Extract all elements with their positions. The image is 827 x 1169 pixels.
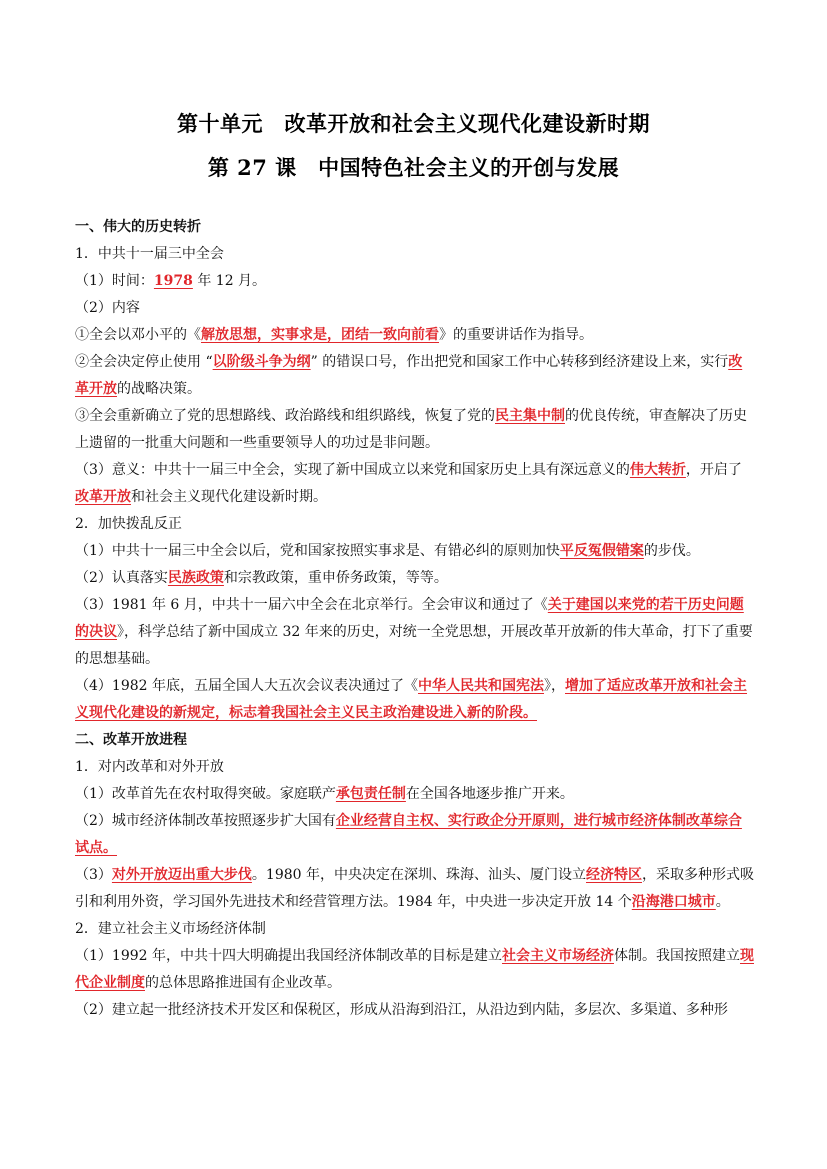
key-term: 改革开放 bbox=[75, 354, 743, 397]
paragraph: （1）中共十一届三中全会以后，党和国家按照实事求是、有错必纠的原则加快平反冤假错案的步伐。 bbox=[75, 543, 700, 559]
key-term: 民主集中制 bbox=[495, 408, 565, 424]
paragraph: （4）1982 年底，五届全国人大五次会议表决通过了《中华人民共和国宪法》，增加了适应改革开放和社会主义现代化建设的新规定，标志着我国社会主义民主政治建设进入新的阶段。 bbox=[75, 678, 747, 721]
key-term: 1978 bbox=[153, 273, 193, 289]
key-term: 平反冤假错案 bbox=[559, 543, 644, 559]
paragraph: （2）内容 bbox=[75, 300, 140, 316]
document-body bbox=[75, 214, 755, 1024]
key-term: 现代企业制度 bbox=[75, 948, 754, 991]
key-term: 以阶级斗争为纲 bbox=[212, 354, 311, 370]
paragraph: （1）改革首先在农村取得突破。家庭联产承包责任制在全国各地逐步推广开来。 bbox=[75, 786, 574, 802]
section-heading-1: 一、伟大的历史转折 bbox=[75, 219, 201, 235]
unit-title: 第十单元 改革开放和社会主义现代化建设新时期 bbox=[177, 111, 650, 136]
paragraph: （2）建立起一批经济技术开发区和保税区，形成从沿海到沿江，从沿边到内陆，多层次、多渠道、多种形 bbox=[75, 1002, 728, 1018]
paragraph: （3）1981 年 6 月，中共十一届六中全会在北京举行。全会审议和通过了《关于建国以来党的若干历史问题的决议》，科学总结了新中国成立 32 年来的历史，对统一全党思想，开展改革开放新的伟大革命，打下了重要的思想基础。 bbox=[75, 597, 753, 667]
paragraph: （3）对外开放迈出重大步伐。1980 年，中央决定在深圳、珠海、汕头、厦门设立经济特区，采取多种形式吸引和利用外资，学习国外先进技术和经营管理方法。1984 年，中央进一步决定开放 14 个沿海港口城市。 bbox=[75, 867, 754, 910]
subsection-heading: 2．建立社会主义市场经济体制 bbox=[75, 921, 266, 937]
key-term: 改革开放 bbox=[75, 489, 131, 505]
lesson-title: 第 27 课 中国特色社会主义的开创与发展 bbox=[207, 155, 620, 180]
key-term: 社会主义市场经济 bbox=[502, 948, 614, 964]
paragraph: （3）意义：中共十一届三中全会，实现了新中国成立以来党和国家历史上具有深远意义的伟大转折，开启了改革开放和社会主义现代化建设新时期。 bbox=[75, 462, 742, 505]
key-term: 经济特区 bbox=[586, 867, 642, 883]
key-term: 中华人民共和国宪法 bbox=[418, 678, 544, 694]
paragraph: ②全会决定停止使用 “以阶级斗争为纲” 的错误口号，作出把党和国家工作中心转移到经济建设上来，实行改革开放的战略决策。 bbox=[75, 354, 743, 397]
subsection-heading: 1．中共十一届三中全会 bbox=[75, 246, 224, 262]
paragraph: （2）认真落实民族政策和宗教政策，重申侨务政策，等等。 bbox=[75, 570, 448, 586]
subsection-heading: 2．加快拨乱反正 bbox=[75, 516, 182, 532]
paragraph: （1）1992 年，中共十四大明确提出我国经济体制改革的目标是建立社会主义市场经济体制。我国按照建立现代企业制度的总体思路推进国有企业改革。 bbox=[75, 948, 754, 991]
paragraph: ①全会以邓小平的《解放思想，实事求是，团结一致向前看》的重要讲话作为指导。 bbox=[75, 327, 593, 343]
paragraph: （1）时间：1978 年 12 月。 bbox=[75, 273, 267, 289]
paragraph: ③全会重新确立了党的思想路线、政治路线和组织路线，恢复了党的民主集中制的优良传统，审查解决了历史上遗留的一批重大问题和一些重要领导人的功过是非问题。 bbox=[75, 408, 747, 451]
section-heading-2: 二、改革开放进程 bbox=[75, 732, 187, 748]
key-term: 对外开放迈出重大步伐 bbox=[111, 867, 252, 883]
key-term: 沿海港口城市 bbox=[631, 894, 716, 910]
key-term: 承包责任制 bbox=[335, 786, 406, 802]
subsection-heading: 1．对内改革和对外开放 bbox=[75, 759, 224, 775]
key-term: 民族政策 bbox=[167, 570, 224, 586]
key-term: 关于建国以来党的若干历史问题的决议 bbox=[75, 597, 744, 640]
key-term: 增加了适应改革开放和社会主义现代化建设的新规定，标志着我国社会主义民主政治建设进入新的阶段。 bbox=[75, 678, 747, 721]
key-term: 企业经营自主权、实行政企分开原则，进行城市经济体制改革综合试点。 bbox=[75, 813, 742, 856]
paragraph: （2）城市经济体制改革按照逐步扩大国有企业经营自主权、实行政企分开原则，进行城市经济体制改革综合试点。 bbox=[75, 813, 742, 856]
key-term: 解放思想，实事求是，团结一致向前看 bbox=[201, 327, 439, 343]
key-term: 伟大转折 bbox=[629, 462, 686, 478]
